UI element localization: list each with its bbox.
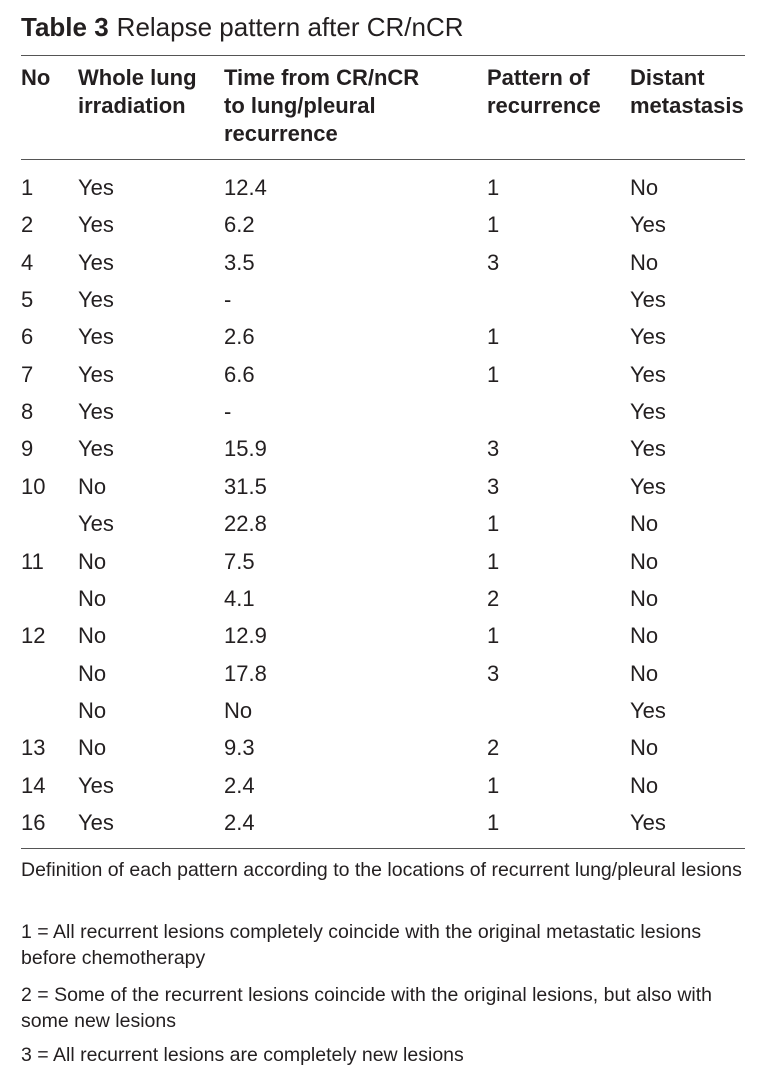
- cell-no: 2: [21, 212, 34, 238]
- cell-time-to-recurrence: 2.4: [224, 810, 255, 835]
- cell-no: 6: [21, 324, 34, 350]
- cell-whole-lung-irradiation: No: [78, 697, 107, 723]
- cell-time-to-recurrence: 12.9: [224, 623, 267, 649]
- cell-no: 9: [21, 436, 34, 462]
- table-row: [0, 696, 772, 726]
- cell-distant-metastasis: Yes: [630, 473, 666, 499]
- cell-distant-metastasis: No: [630, 735, 659, 761]
- table-row: [0, 659, 772, 689]
- bottom-rule: [21, 848, 745, 849]
- table-row: [0, 173, 772, 203]
- cell-whole-lung-irradiation: Yes: [78, 810, 114, 835]
- cell-time-to-recurrence: 31.5: [224, 473, 267, 499]
- table-row: [0, 210, 772, 240]
- table-row: [0, 248, 772, 278]
- header-rule: [21, 159, 745, 160]
- table-row: [0, 733, 772, 763]
- cell-whole-lung-irradiation: Yes: [78, 324, 114, 350]
- cell-pattern-of-recurrence: 1: [487, 623, 500, 649]
- header-whole-lung-irradiation: Whole lung irradiation: [78, 65, 197, 118]
- table-row: [0, 621, 772, 651]
- cell-no: 11: [21, 548, 44, 574]
- cell-distant-metastasis: No: [630, 175, 659, 200]
- cell-no: 1: [21, 175, 34, 200]
- table-row: [0, 322, 772, 352]
- footnote-pattern-3: 3 = All recurrent lesions are completely new lesions: [21, 1044, 464, 1066]
- cell-whole-lung-irradiation: Yes: [78, 249, 114, 275]
- cell-whole-lung-irradiation: Yes: [78, 212, 114, 238]
- top-rule: [21, 55, 745, 56]
- footnote-pattern-2: 2 = Some of the recurrent lesions coincide with the original lesions, but also with some new lesions: [21, 984, 712, 1032]
- cell-distant-metastasis: Yes: [630, 324, 666, 350]
- cell-whole-lung-irradiation: Yes: [78, 175, 114, 200]
- cell-distant-metastasis: Yes: [630, 361, 666, 387]
- cell-time-to-recurrence: 2.4: [224, 772, 255, 798]
- cell-pattern-of-recurrence: 2: [487, 585, 500, 611]
- cell-distant-metastasis: No: [630, 511, 659, 537]
- cell-pattern-of-recurrence: 2: [487, 735, 500, 761]
- cell-no: 10: [21, 473, 46, 499]
- table-row: [0, 285, 772, 315]
- cell-no: 8: [21, 399, 34, 425]
- cell-distant-metastasis: No: [630, 249, 659, 275]
- cell-pattern-of-recurrence: 3: [487, 436, 500, 462]
- cell-whole-lung-irradiation: Yes: [78, 511, 114, 537]
- cell-whole-lung-irradiation: No: [78, 473, 107, 499]
- cell-pattern-of-recurrence: 1: [487, 548, 500, 574]
- cell-pattern-of-recurrence: 3: [487, 660, 500, 686]
- cell-time-to-recurrence: 6.6: [224, 361, 255, 387]
- table-row: [0, 397, 772, 427]
- cell-distant-metastasis: No: [630, 548, 659, 574]
- cell-no: 13: [21, 735, 46, 761]
- cell-time-to-recurrence: 3.5: [224, 249, 255, 275]
- table-title: [21, 10, 464, 44]
- cell-no: 4: [21, 249, 34, 275]
- cell-distant-metastasis: Yes: [630, 436, 666, 462]
- cell-distant-metastasis: No: [630, 772, 659, 798]
- table-row: [0, 434, 772, 464]
- table-row: [0, 547, 772, 577]
- cell-whole-lung-irradiation: No: [78, 548, 107, 574]
- cell-whole-lung-irradiation: Yes: [78, 772, 114, 798]
- cell-pattern-of-recurrence: 1: [487, 212, 500, 238]
- cell-pattern-of-recurrence: 1: [487, 810, 500, 835]
- table-row: [0, 509, 772, 539]
- cell-distant-metastasis: Yes: [630, 399, 666, 425]
- cell-time-to-recurrence: 2.6: [224, 324, 255, 350]
- cell-distant-metastasis: No: [630, 660, 659, 686]
- cell-whole-lung-irradiation: Yes: [78, 436, 114, 462]
- cell-distant-metastasis: Yes: [630, 212, 666, 238]
- cell-pattern-of-recurrence: 1: [487, 772, 500, 798]
- cell-whole-lung-irradiation: Yes: [78, 287, 114, 313]
- cell-distant-metastasis: No: [630, 585, 659, 611]
- cell-no: 5: [21, 287, 34, 313]
- cell-pattern-of-recurrence: 3: [487, 249, 500, 275]
- table-label: Table 3: [21, 12, 109, 42]
- header-no: No: [21, 65, 51, 90]
- table-row: [0, 584, 772, 614]
- cell-time-to-recurrence: 4.1: [224, 585, 255, 611]
- table-caption: Relapse pattern after CR/nCR: [116, 12, 464, 42]
- cell-no: 16: [21, 810, 46, 835]
- header-distant-metastasis: Distant metastasis: [630, 65, 744, 118]
- header-pattern-of-recurrence: Pattern of recurrence: [487, 65, 601, 118]
- cell-time-to-recurrence: 6.2: [224, 212, 255, 238]
- cell-whole-lung-irradiation: Yes: [78, 361, 114, 387]
- cell-distant-metastasis: No: [630, 623, 659, 649]
- table-row: [0, 771, 772, 801]
- table-row: [0, 472, 772, 502]
- cell-no: 12: [21, 623, 46, 649]
- footnote-definition: Definition of each pattern according to the locations of recurrent lung/pleural lesions: [21, 859, 742, 881]
- cell-pattern-of-recurrence: 1: [487, 324, 500, 350]
- cell-time-to-recurrence: 22.8: [224, 511, 267, 537]
- cell-pattern-of-recurrence: 1: [487, 175, 500, 200]
- cell-time-to-recurrence: 12.4: [224, 175, 267, 200]
- cell-whole-lung-irradiation: No: [78, 735, 107, 761]
- cell-pattern-of-recurrence: 3: [487, 473, 500, 499]
- cell-distant-metastasis: Yes: [630, 287, 666, 313]
- cell-time-to-recurrence: No: [224, 697, 253, 723]
- cell-whole-lung-irradiation: No: [78, 660, 107, 686]
- footnote-pattern-1: 1 = All recurrent lesions completely coincide with the original metastatic lesions before chemotherapy: [21, 921, 702, 969]
- cell-time-to-recurrence: 15.9: [224, 436, 267, 462]
- cell-pattern-of-recurrence: 1: [487, 511, 500, 537]
- cell-distant-metastasis: Yes: [630, 697, 666, 723]
- cell-no: 14: [21, 772, 46, 798]
- cell-time-to-recurrence: 17.8: [224, 660, 267, 686]
- cell-no: 7: [21, 361, 34, 387]
- cell-time-to-recurrence: -: [224, 399, 232, 425]
- header-time-from-cr: Time from CR/nCR to lung/pleural recurrence: [224, 65, 420, 146]
- table-row: [0, 360, 772, 390]
- cell-pattern-of-recurrence: 1: [487, 361, 500, 387]
- cell-whole-lung-irradiation: No: [78, 585, 107, 611]
- cell-time-to-recurrence: 7.5: [224, 548, 255, 574]
- cell-distant-metastasis: Yes: [630, 810, 666, 835]
- table-row: [0, 808, 772, 838]
- cell-time-to-recurrence: 9.3: [224, 735, 255, 761]
- cell-whole-lung-irradiation: No: [78, 623, 107, 649]
- cell-whole-lung-irradiation: Yes: [78, 399, 114, 425]
- cell-time-to-recurrence: -: [224, 287, 232, 313]
